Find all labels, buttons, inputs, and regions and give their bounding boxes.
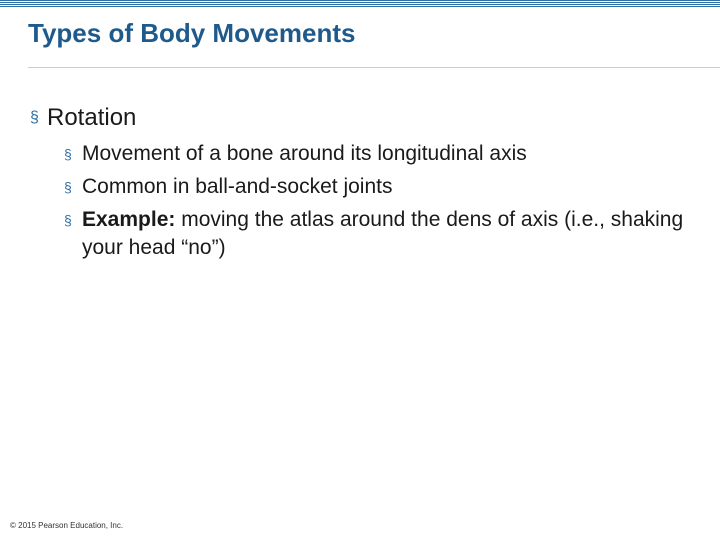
top-decorative-bar	[0, 0, 720, 8]
slide-content	[30, 104, 700, 262]
copyright-footer: © 2015 Pearson Education, Inc.	[10, 521, 124, 530]
bullet-rotation	[30, 104, 700, 132]
sub-bullet-text: moving the atlas around the dens of axis (i.e., shaking your head “no”)	[82, 208, 684, 259]
bullet-marker: §	[64, 212, 72, 228]
bullet-marker: §	[64, 179, 72, 195]
bullet-marker: §	[64, 146, 72, 162]
title-divider	[28, 67, 720, 68]
slide-title: Types of Body Movements	[28, 18, 356, 48]
sub-bullet-example	[30, 206, 700, 262]
example-label: Example:	[82, 208, 176, 231]
sub-bullet-text: Common in ball-and-socket joints	[82, 175, 393, 198]
sub-bullet-movement	[30, 140, 700, 168]
sub-bullet-common	[30, 173, 700, 201]
bullet-text: Rotation	[47, 104, 137, 131]
sub-bullet-text: Movement of a bone around its longitudinal axis	[82, 142, 527, 165]
bullet-marker: §	[30, 109, 39, 126]
